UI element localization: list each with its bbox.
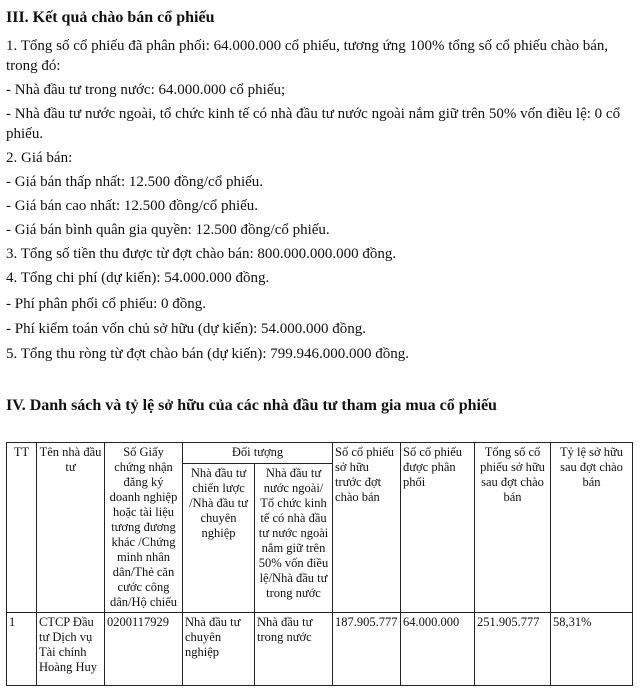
distribution-fee: - Phí phân phối cổ phiếu: 0 đồng.	[6, 296, 206, 312]
header-license-number: Số Giấy chứng nhận đăng ký doanh nghiệp hoặc tài liệu tương đương khác /Chứng minh nhân dân/Thẻ căn cước công dân/Hộ chiếu	[105, 443, 183, 613]
cell-shares-after: 251.905.777	[475, 613, 551, 686]
cell-foreign-investor: Nhà đầu tư trong nước	[255, 613, 333, 686]
section-iii-title: III. Kết quả chào bán cổ phiếu	[6, 9, 215, 26]
cell-shares-allocated: 64.000.000	[401, 613, 475, 686]
header-shares-before: Số cổ phiếu sở hữu trước đợt chào bán	[333, 443, 401, 613]
cell-investor-name: CTCP Đầu tư Dịch vụ Tài chính Hoàng Huy	[37, 613, 105, 686]
domestic-investors: - Nhà đầu tư trong nước: 64.000.000 cổ phiếu;	[6, 82, 286, 98]
total-proceeds: 3. Tổng số tiền thu được từ đợt chào bán: 800.000.000.000 đồng.	[6, 246, 397, 262]
header-investor-name: Tên nhà đầu tư	[37, 443, 105, 613]
header-subject: Đối tượng	[183, 443, 333, 464]
net-proceeds: 5. Tổng thu ròng từ đợt chào bán (dự kiến): 799.946.000.000 đồng.	[6, 346, 410, 362]
header-foreign-investor: Nhà đầu tư nước ngoài/ Tổ chức kinh tế có nhà đầu tư nước ngoài nắm giữ trên 50% vốn điều lệ/Nhà đầu tư trong nước	[255, 464, 333, 613]
table-row	[7, 613, 633, 686]
header-ownership-after: Tỷ lệ sở hữu sau đợt chào bán	[551, 443, 633, 613]
header-shares-allocated: Số cổ phiếu được phân phối	[401, 443, 475, 613]
table-header-row	[7, 443, 633, 464]
investor-table	[6, 442, 633, 686]
total-expenses: 4. Tổng chi phí (dự kiến): 54.000.000 đồng.	[6, 270, 270, 286]
header-strategic-investor: Nhà đầu tư chiến lược /Nhà đầu tư chuyên nghiệp	[183, 464, 255, 613]
total-shares-distributed: 1. Tổng số cổ phiếu đã phân phối: 64.000.000 cổ phiếu, tương ứng 100% tổng số cổ phiếu chào bán, trong đó:	[6, 38, 609, 74]
price-heading: 2. Giá bán:	[6, 150, 73, 166]
cell-strategic-investor: Nhà đầu tư chuyên nghiệp	[183, 613, 255, 686]
cell-ownership-after: 58,31%	[551, 613, 633, 686]
header-tt: TT	[7, 443, 37, 613]
cell-license-number: 0200117929	[105, 613, 183, 686]
header-shares-after: Tổng số cổ phiếu sở hữu sau đợt chào bán	[475, 443, 551, 613]
foreign-investors: - Nhà đầu tư nước ngoài, tổ chức kinh tế có nhà đầu tư nước ngoài nắm giữ trên 50% vốn điều lệ: 0 cổ phiếu.	[6, 106, 621, 142]
highest-price: - Giá bán cao nhất: 12.500 đồng/cổ phiếu.	[6, 198, 259, 214]
cell-shares-before: 187.905.777	[333, 613, 401, 686]
section-iv-title: IV. Danh sách và tỷ lệ sở hữu của các nhà đầu tư tham gia mua cổ phiếu	[6, 397, 497, 414]
cell-tt: 1	[7, 613, 37, 686]
lowest-price: - Giá bán thấp nhất: 12.500 đồng/cổ phiếu.	[6, 174, 264, 190]
audit-fee: - Phí kiểm toán vốn chủ sở hữu (dự kiến): 54.000.000 đồng.	[6, 321, 366, 337]
weighted-average-price: - Giá bán bình quân gia quyền: 12.500 đồng/cổ phiếu.	[6, 222, 330, 238]
